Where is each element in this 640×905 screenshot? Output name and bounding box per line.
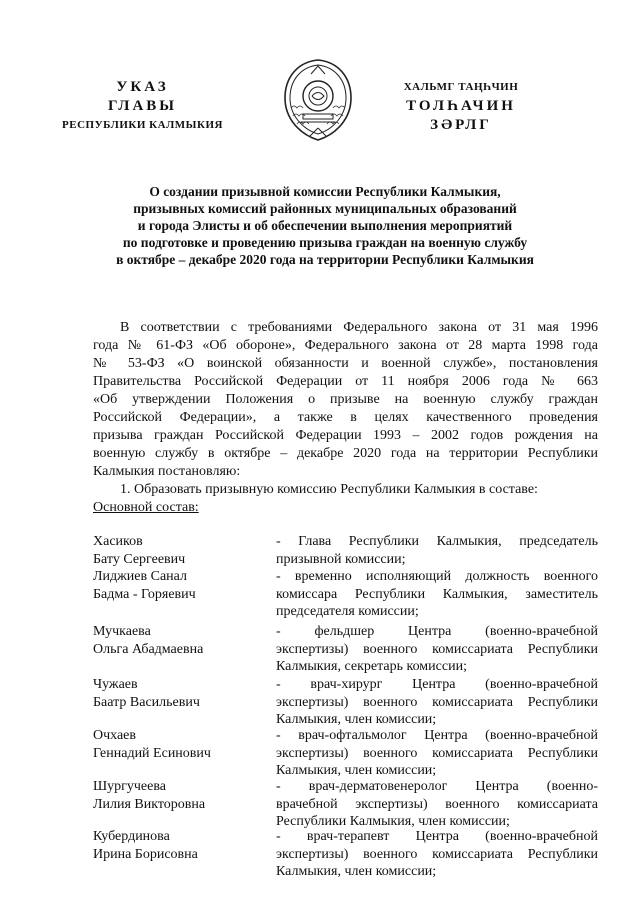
preamble-paragraph xyxy=(93,319,598,499)
member-role xyxy=(276,778,598,831)
member-role-line: экспертизы) военного комиссариата Республики xyxy=(276,846,598,862)
member-role-line: - Глава Республики Калмыкия, председатель xyxy=(276,534,598,549)
member-name xyxy=(93,778,273,813)
preamble-line: «Об утверждении Положения о призыве на военную службу граждан xyxy=(93,392,598,407)
member-role-line: - фельдшер Центра (военно-врачебной xyxy=(276,624,598,639)
member-role-line: Калмыкия, член комиссии; xyxy=(276,864,437,879)
member-name xyxy=(93,568,273,603)
member-role-line: комиссара Республики Калмыкия, заместитель xyxy=(276,586,598,602)
member-role xyxy=(276,533,598,568)
header-right-line-1: ХАЛЬМГ ТАҢҺЧИН xyxy=(403,81,519,93)
member-name xyxy=(93,676,273,711)
member-surname: Чужаев xyxy=(93,677,138,692)
section-title: Основной состав: xyxy=(93,500,199,515)
member-role-line: экспертизы) военного комиссариата Республики xyxy=(276,745,598,761)
member-role-line: - временно исполняющий должность военного xyxy=(276,569,598,584)
member-surname: Кубердинова xyxy=(93,829,170,844)
preamble-line: Российской Федерации», а также в целях качественного проведения xyxy=(93,410,598,425)
member-surname: Лиджиев Санал xyxy=(93,569,187,584)
member-role xyxy=(276,568,598,621)
member-role-line: - врач-хирург Центра (военно-врачебной xyxy=(276,677,598,692)
preamble-line: призыва граждан Российской Федерации 1993 – 2002 годов рождения на xyxy=(93,428,598,443)
title-line: в октябре – декабре 2020 года на территории Республики Калмыкия xyxy=(116,252,534,267)
member-role xyxy=(276,828,598,881)
member-role xyxy=(276,727,598,780)
header-left-line-3: РЕСПУБЛИКИ КАЛМЫКИЯ xyxy=(62,119,223,131)
member-role-line: - врач-терапевт Центра (военно-врачебной xyxy=(276,829,598,844)
member-role-line: призывной комиссии; xyxy=(276,551,406,567)
title-line: О создании призывной комиссии Республики Калмыкия, xyxy=(149,184,501,199)
decree-header-left xyxy=(60,78,225,135)
coat-of-arms-icon xyxy=(277,56,359,144)
decree-header-right xyxy=(386,78,536,135)
member-given-names: Ольга Абадмаевна xyxy=(93,641,204,657)
preamble-line: В соответствии с требованиями Федерального закона от 31 мая 1996 xyxy=(120,320,598,335)
title-line: призывных комиссий районных муниципальных образований xyxy=(133,201,517,216)
member-name xyxy=(93,533,273,568)
member-role-line: экспертизы) военного комиссариата Республики xyxy=(276,694,598,710)
preamble-line: Правительства Российской Федерации от 11 ноября 2006 года № 663 xyxy=(93,374,598,389)
member-role-line: Калмыкия, секретарь комиссии; xyxy=(276,659,467,674)
preamble-line: № 53-ФЗ «О воинской обязанности и военной службе», постановления xyxy=(93,356,598,371)
member-name xyxy=(93,623,273,658)
member-surname: Мучкаева xyxy=(93,624,151,639)
member-role-line: врачебной экспертизы) военного комиссариата xyxy=(276,796,598,812)
preamble-line: года № 61-ФЗ «Об обороне», Федерального закона от 28 марта 1998 года xyxy=(93,338,598,353)
header-right-line-2: ТОЛҺАЧИН xyxy=(406,98,516,114)
preamble-line: Калмыкия постановляю: xyxy=(93,464,241,479)
member-surname: Очхаев xyxy=(93,728,137,743)
header-right-line-3: ЗӘРЛГ xyxy=(430,117,492,133)
member-role-line: Калмыкия, член комиссии; xyxy=(276,763,437,778)
header-left-line-1: УКАЗ xyxy=(116,79,169,95)
header-left-line-2: ГЛАВЫ xyxy=(107,98,178,114)
member-role-line: экспертизы) военного комиссариата Республики xyxy=(276,641,598,657)
member-role-line: Калмыкия, член комиссии; xyxy=(276,712,437,727)
member-role-line: - врач-офтальмолог Центра (военно-врачебной xyxy=(276,728,598,743)
preamble-line: военную службу в октябре – декабре 2020 года на территории Республики xyxy=(93,446,598,461)
member-given-names: Лилия Викторовна xyxy=(93,796,206,812)
member-given-names: Бату Сергеевич xyxy=(93,551,186,567)
member-role xyxy=(276,676,598,729)
title-line: и города Элисты и об обеспечении выполнения мероприятий xyxy=(137,218,513,233)
member-given-names: Бадма - Горяевич xyxy=(93,586,196,602)
member-name xyxy=(93,727,273,762)
member-given-names: Баатр Васильевич xyxy=(93,694,200,710)
decree-title xyxy=(60,183,590,268)
item-1: 1. Образовать призывную комиссию Республики Калмыкия в составе: xyxy=(120,482,538,497)
member-given-names: Геннадий Есинович xyxy=(93,745,211,761)
member-role xyxy=(276,623,598,676)
member-name xyxy=(93,828,273,863)
member-role-line: - врач-дерматовенеролог Центра (военно- xyxy=(276,779,598,794)
member-surname: Хасиков xyxy=(93,534,143,549)
member-role-line: председателя комиссии; xyxy=(276,604,419,619)
member-role-line: Республики Калмыкия, член комиссии; xyxy=(276,814,510,829)
member-surname: Шургучеева xyxy=(93,779,166,794)
title-line: по подготовке и проведению призыва граждан на военную службу xyxy=(122,235,528,250)
member-given-names: Ирина Борисовна xyxy=(93,846,198,862)
